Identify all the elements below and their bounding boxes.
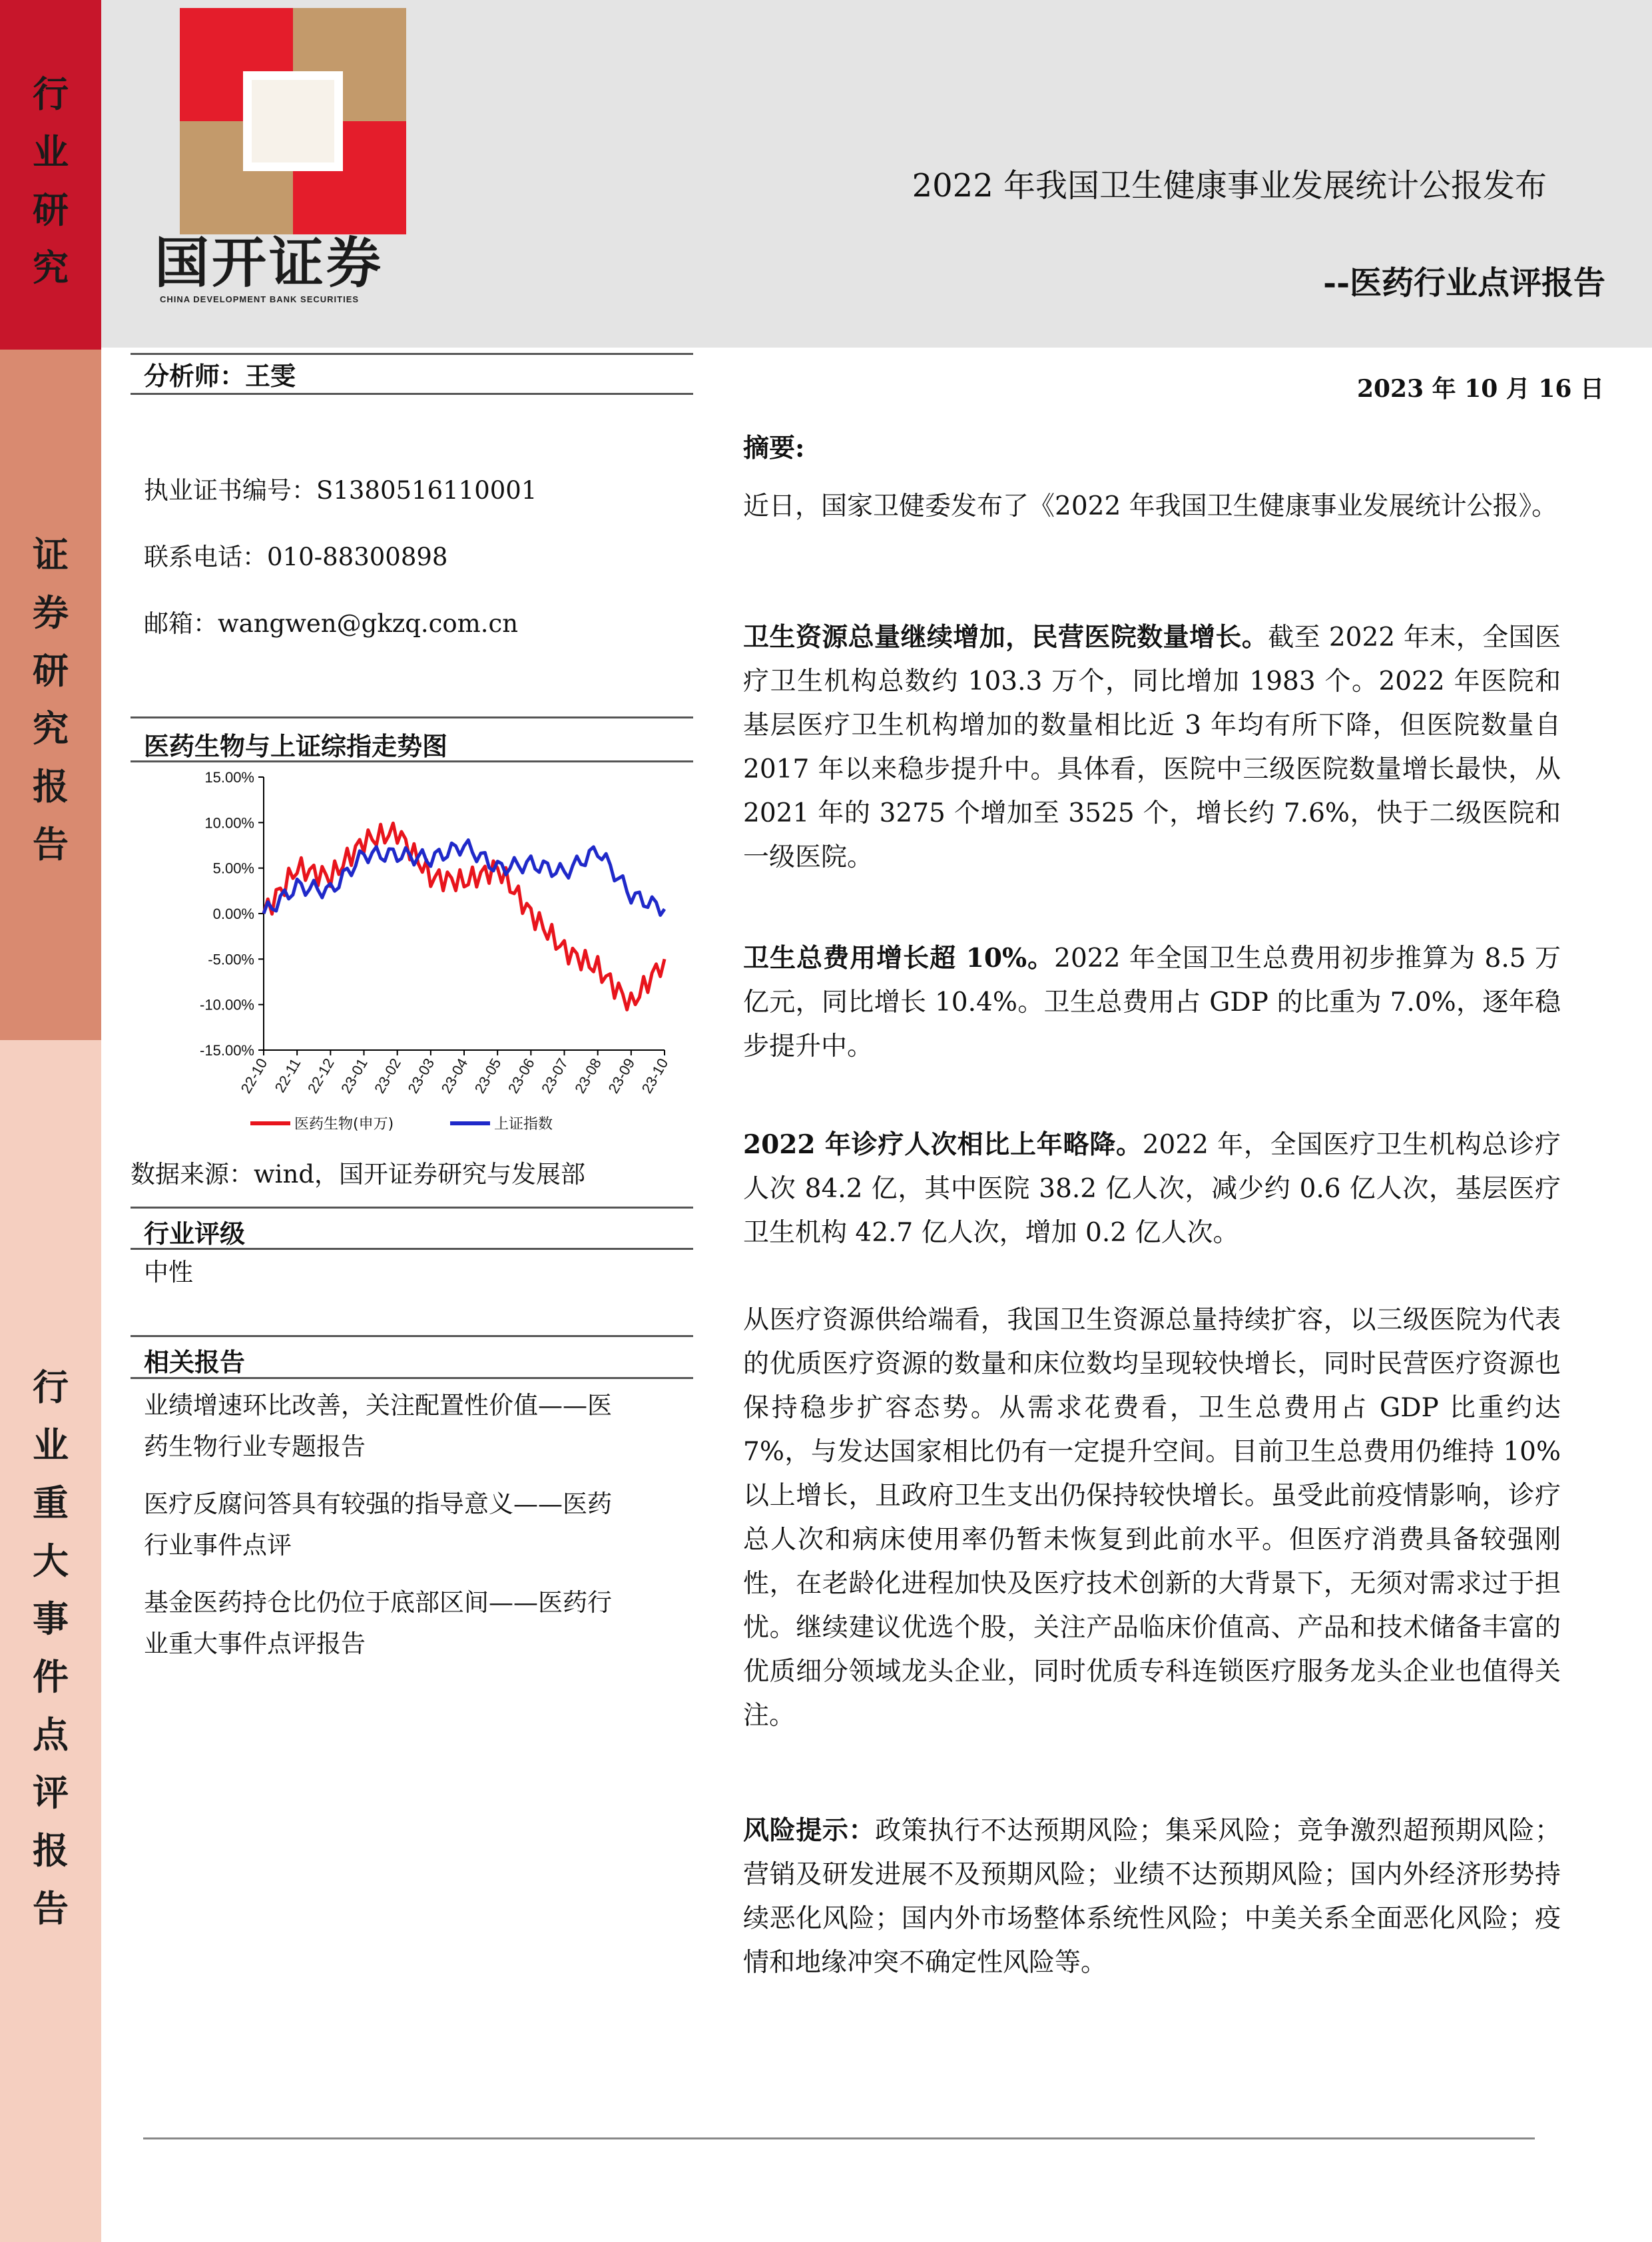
y-tick-label: 15.00% bbox=[204, 769, 254, 786]
y-tick-label: -15.00% bbox=[200, 1042, 254, 1059]
sidebar-label-event-review: 行 业 重 大 事 件 点 评 报 告 bbox=[33, 1366, 69, 1930]
analyst-name: 分析师：王雯 bbox=[144, 361, 296, 391]
sidebar-label-securities-report: 证 券 研 究 报 告 bbox=[33, 533, 69, 866]
x-tick-label: 23-08 bbox=[571, 1055, 605, 1097]
divider bbox=[131, 1207, 693, 1209]
report-date: 2023 年 10 月 16 日 bbox=[1356, 375, 1604, 403]
summary-intro: 近日，国家卫健委发布了《2022 年我国卫生健康事业发展统计公报》。 bbox=[743, 491, 1558, 521]
series-line-shanghai-index bbox=[264, 840, 665, 916]
y-tick-label: -10.00% bbox=[200, 996, 254, 1013]
rating-value: 中性 bbox=[144, 1258, 193, 1286]
related-reports-label: 相关报告 bbox=[144, 1347, 246, 1377]
analyst-phone: 联系电话：010-88300898 bbox=[144, 543, 448, 571]
logo-english-name: CHINA DEVELOPMENT BANK SECURITIES bbox=[160, 294, 360, 304]
divider bbox=[131, 1377, 693, 1379]
page-subtitle: --医药行业点评报告 bbox=[1323, 264, 1605, 302]
x-tick-label: 22-11 bbox=[271, 1055, 304, 1095]
summary-resources: 卫生资源总量继续增加，民营医院数量增长。截至 2022 年末，全国医疗卫生机构总数约 103.3 万个，同比增加 1983 个。2022 年医院和基层医疗卫生机构增加的数量相比近 3 年均有所下降，但医院数量自 2017 年以来稳步提升中。具体看，医院中三级医院数量增长最快，从 2021 年的 3275 个增加至 3525 个，增长约 7.6%，快于二级医院和一级医院。 bbox=[743, 622, 1561, 872]
logo-chinese-name: 国开证券 bbox=[154, 231, 384, 295]
x-tick-label: 23-01 bbox=[338, 1055, 371, 1097]
analyst-cert: 执业证书编号：S1380516110001 bbox=[144, 476, 537, 505]
y-tick-label: 5.00% bbox=[212, 860, 254, 877]
x-tick-label: 22-10 bbox=[237, 1055, 271, 1097]
sidebar bbox=[0, 0, 101, 2242]
x-tick-label: 23-09 bbox=[605, 1055, 639, 1097]
summary-risk: 风险提示：政策执行不达预期风险；集采风险；竞争激烈超预期风险；营销及研发进展不及预期风险；业绩不达预期风险；国内外经济形势持续恶化风险；国内外市场整体系统性风险；中美关系全面恶化风险；疫情和地缘冲突不确定性风险等。 bbox=[743, 1815, 1561, 1978]
summary-visits: 2022 年诊疗人次相比上年略降。2022 年，全国医疗卫生机构总诊疗人次 84.2 亿，其中医院 38.2 亿人次，减少约 0.6 亿人次，基层医疗卫生机构 42.7 亿人次，增加 0.2 亿人次。 bbox=[743, 1129, 1561, 1248]
x-tick-label: 23-06 bbox=[504, 1055, 538, 1097]
summary-label: 摘要: bbox=[743, 433, 805, 463]
divider bbox=[131, 353, 693, 355]
x-tick-label: 22-12 bbox=[304, 1055, 338, 1097]
x-tick-label: 23-04 bbox=[437, 1055, 471, 1097]
company-logo-icon bbox=[180, 8, 406, 234]
y-tick-label: -5.00% bbox=[208, 951, 254, 968]
x-tick-label: 23-03 bbox=[404, 1055, 438, 1097]
x-tick-label: 23-07 bbox=[538, 1055, 571, 1097]
footer-divider bbox=[143, 2137, 1535, 2139]
chart-title: 医药生物与上证综指走势图 bbox=[144, 731, 448, 761]
y-tick-label: 10.00% bbox=[204, 814, 254, 832]
chart-source: 数据来源：wind，国开证券研究与发展部 bbox=[131, 1160, 586, 1189]
legend-label-pharma: 医药生物(申万) bbox=[294, 1116, 394, 1133]
x-tick-label: 23-02 bbox=[371, 1055, 404, 1097]
divider bbox=[131, 393, 693, 395]
divider bbox=[131, 716, 693, 718]
series-line-pharma bbox=[264, 823, 665, 1009]
page-title: 2022 年我国卫生健康事业发展统计公报发布 bbox=[912, 167, 1547, 204]
x-tick-label: 23-10 bbox=[638, 1055, 672, 1097]
trend-chart bbox=[131, 762, 693, 1142]
sidebar-label-industry-research: 行 业 研 究 bbox=[33, 73, 69, 289]
legend-label-shanghai-index: 上证指数 bbox=[494, 1116, 553, 1133]
divider bbox=[131, 1248, 693, 1250]
y-tick-label: 0.00% bbox=[212, 906, 254, 922]
divider bbox=[131, 1335, 693, 1337]
x-tick-label: 23-05 bbox=[471, 1055, 505, 1097]
summary-analysis: 从医疗资源供给端看，我国卫生资源总量持续扩容，以三级医院为代表的优质医疗资源的数量和床位数均呈现较快增长，同时民营医疗资源也保持稳步扩容态势。从需求花费看，卫生总费用占 GDP 比重约达 7%，与发达国家相比仍有一定提升空间。目前卫生总费用仍维持 10%以上增长，且政府卫生支出仍保持较快增长。虽受此前疫情影响，诊疗总人次和病床使用率仍暂未恢复到此前水平。但医疗消费具备较强刚性，在老龄化进程加快及医疗技术创新的大背景下，无须对需求过于担忧。继续建议优选个股，关注产品临床价值高、产品和技术储备丰富的优质细分领域龙头企业，同时优质专科连锁医疗服务龙头企业也值得关注。 bbox=[743, 1305, 1561, 1731]
analyst-email: 邮箱：wangwen@gkzq.com.cn bbox=[144, 609, 519, 638]
rating-label: 行业评级 bbox=[144, 1219, 246, 1249]
summary-expenditure: 卫生总费用增长超 10%。2022 年全国卫生总费用初步推算为 8.5 万亿元，同比增长 10.4%。卫生总费用占 GDP 的比重为 7.0%，逐年稳步提升中。 bbox=[743, 943, 1561, 1061]
